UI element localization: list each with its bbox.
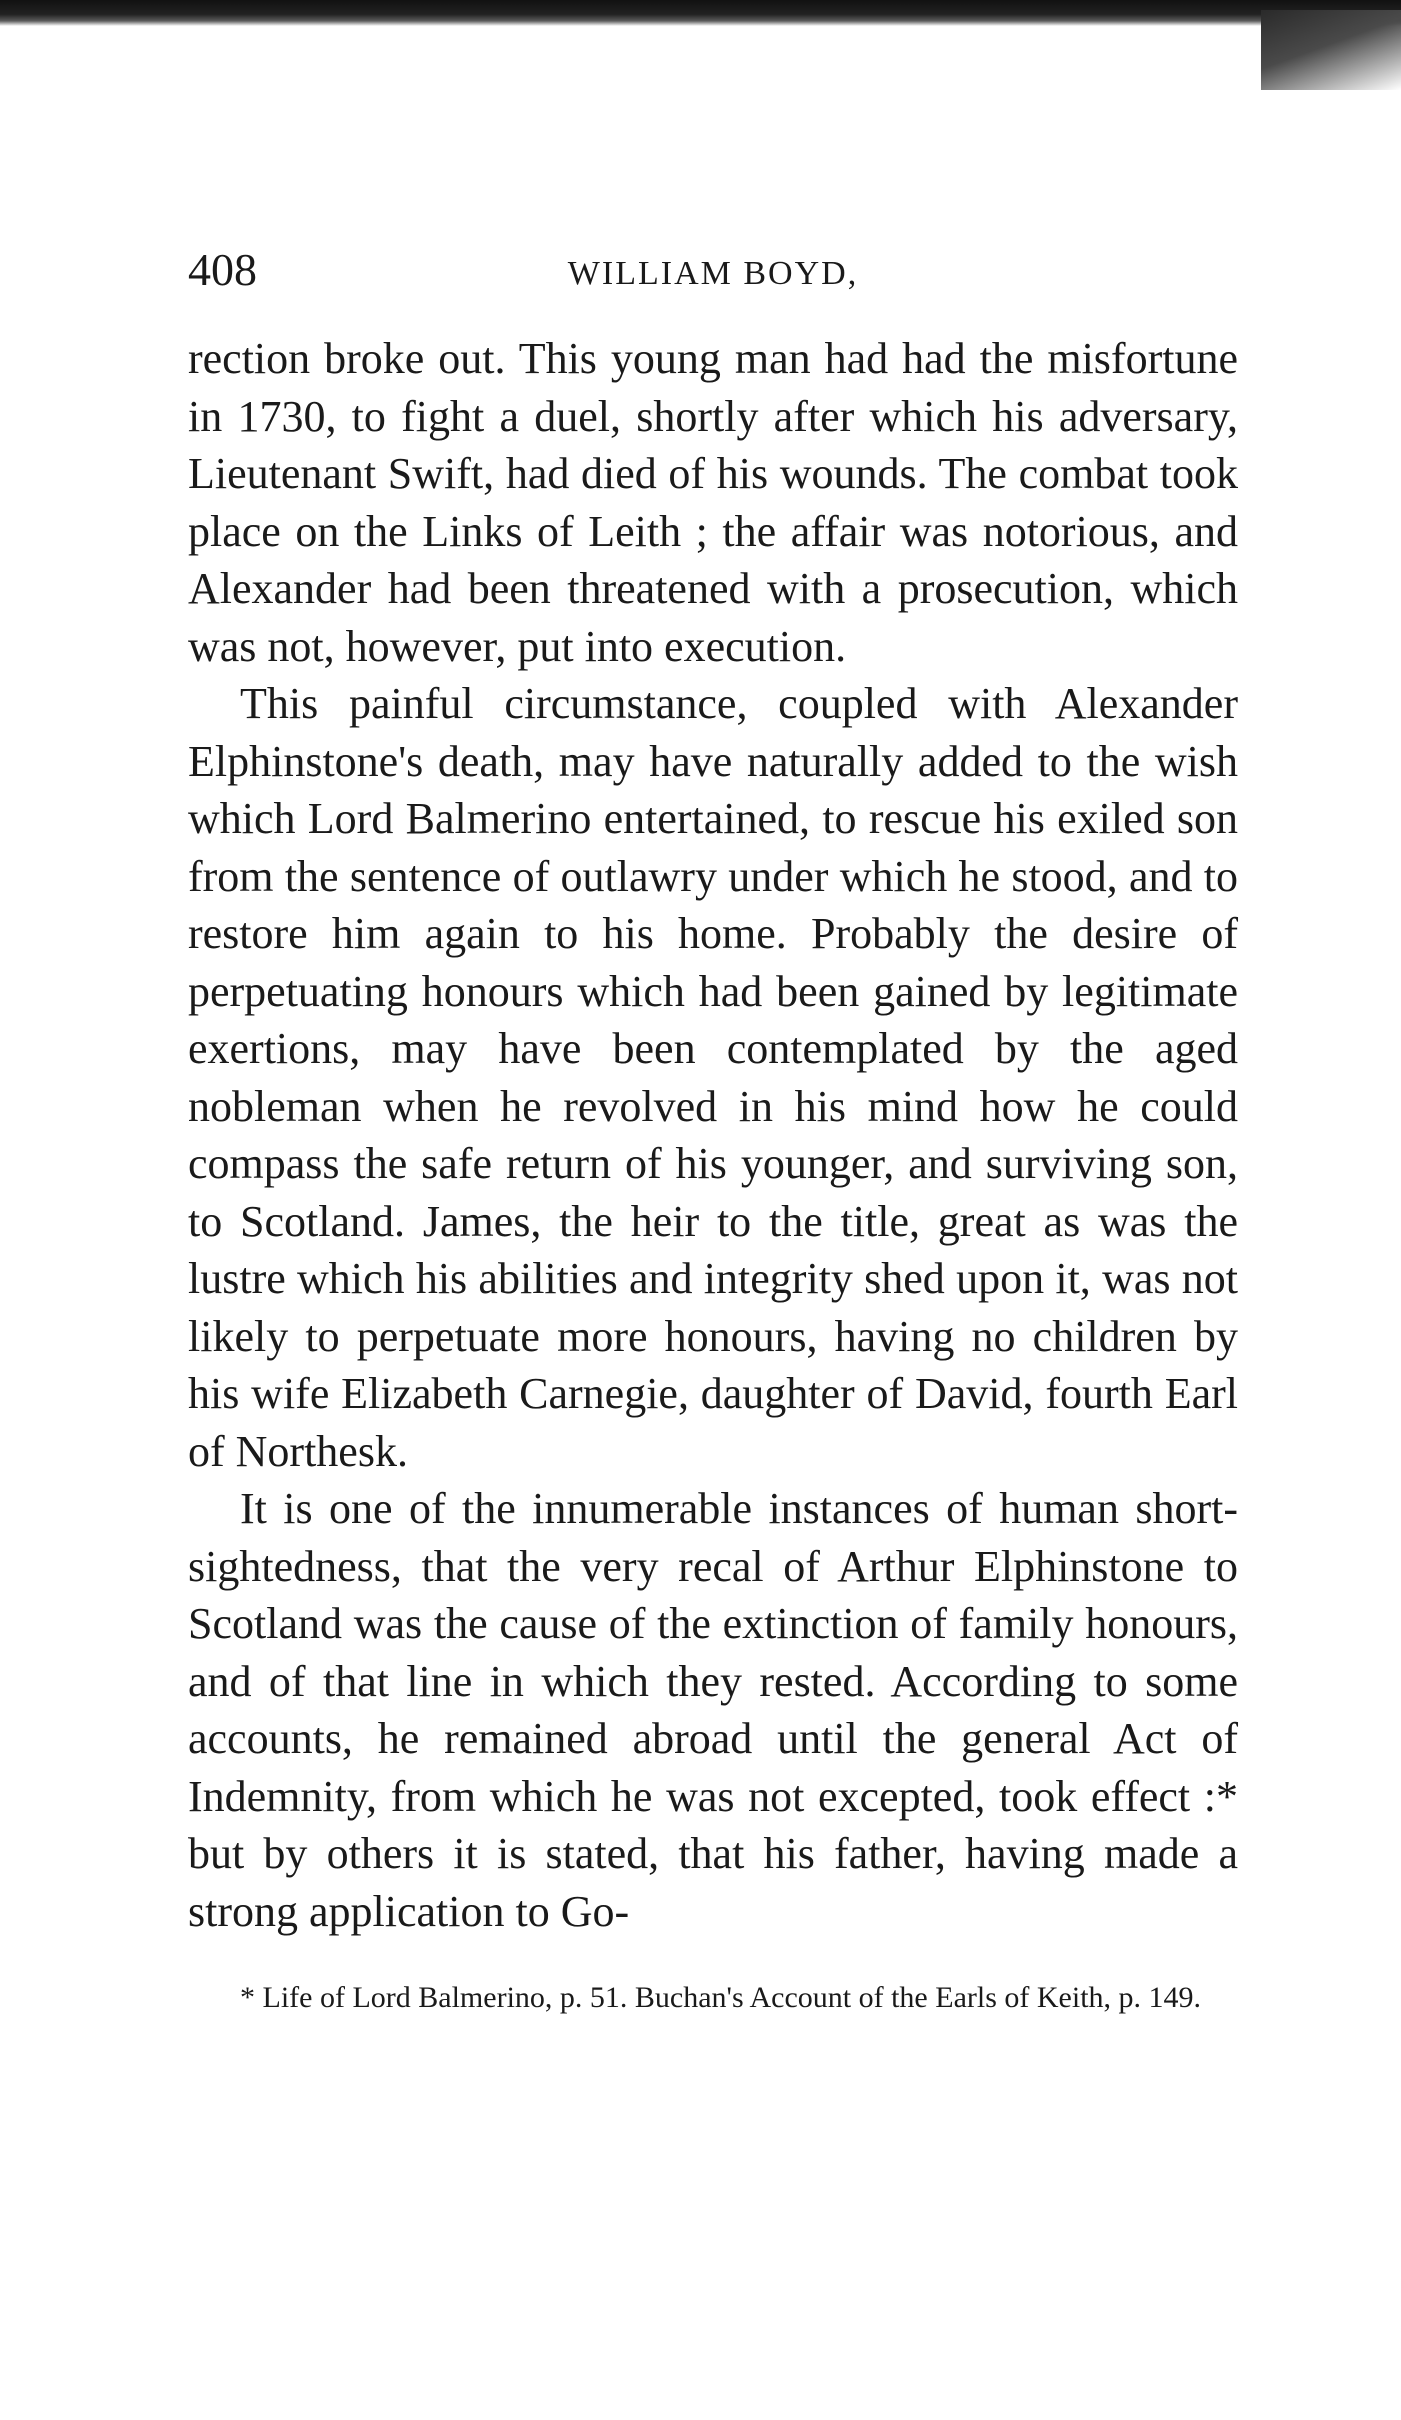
running-head xyxy=(188,240,1238,300)
book-page xyxy=(188,240,1238,2020)
top-border-smudge xyxy=(1261,10,1401,90)
paragraph-1: rection broke out. This young man had had the misfortune in 1730, to fight a duel, shortly after which his adversary, Lieutenant Swift, had died of his wounds. The combat took place on the Links of Leith ; the affair was notorious, and Alexander had been threatened with a prosecution, which was not, however, put into execution. xyxy=(188,334,1238,671)
top-border-rule xyxy=(0,0,1401,26)
footnote-1: * Life of Lord Balmerino, p. 51. Buchan's Account of the Earls of Keith, p. 149. xyxy=(240,1981,1202,2014)
paragraph-3: It is one of the innumerable instances of human short-sightedness, that the very recal of Arthur Elphinstone to Scotland was the cause of the extinction of family honours, and of that line in which they rested. According to some accounts, he remained abroad until the general Act of Indemnity, from which he was not excepted, took effect :* but by others it is stated, that his father, having made a strong application to Go- xyxy=(188,1484,1238,1936)
paragraph-2: This painful circumstance, coupled with Alexander Elphinstone's death, may have naturally added to the wish which Lord Balmerino entertained, to rescue his exiled son from the sentence of outlawry under which he stood, and to restore him again to his home. Probably the desire of perpetuating honours which had been gained by legitimate exertions, may have been contemplated by the aged nobleman when he revolved in his mind how he could compass the safe return of his younger, and surviving son, to Scotland. James, the heir to the title, great as was the lustre which his abilities and integrity shed upon it, was not likely to perpetuate more honours, having no children by his wife Elizabeth Carnegie, daughter of David, fourth Earl of Northesk. xyxy=(188,679,1238,1476)
footnotes xyxy=(188,1976,1238,2020)
running-title: WILLIAM BOYD, xyxy=(567,255,859,292)
body-text xyxy=(188,330,1238,1940)
page-number: 408 xyxy=(188,244,257,295)
